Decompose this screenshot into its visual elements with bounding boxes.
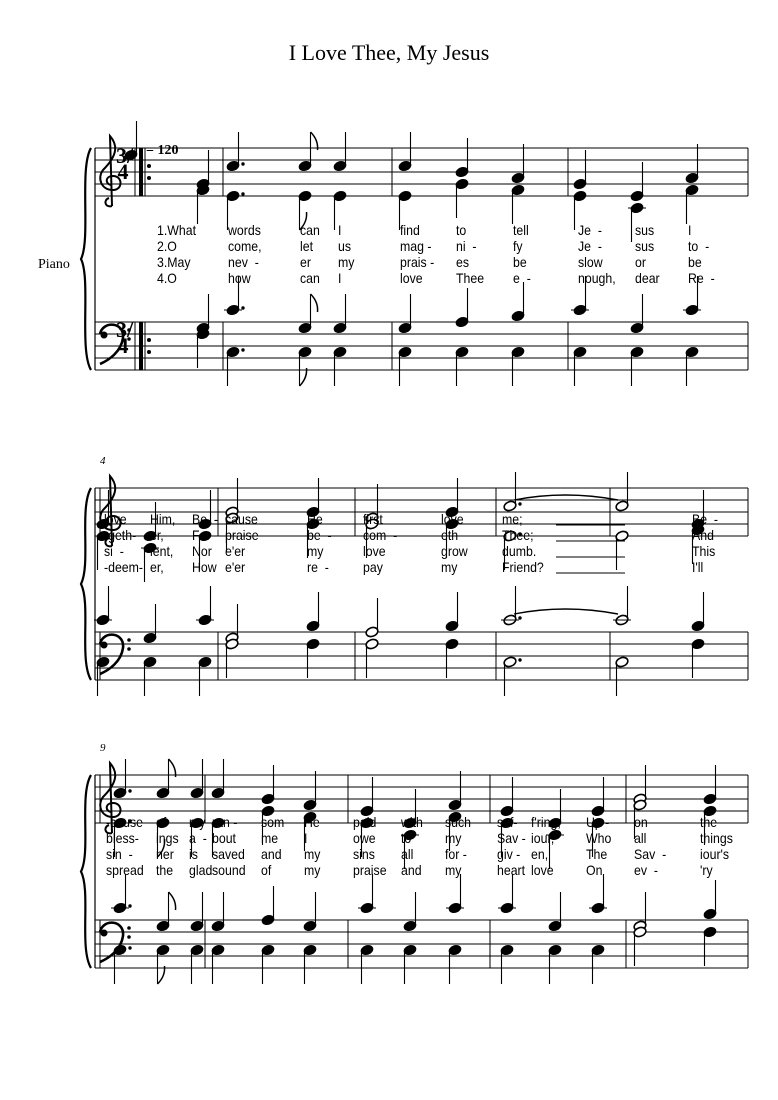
lyric-syllable: Who: [586, 830, 612, 846]
lyric-syllable: 1.What: [157, 222, 197, 238]
lyric-syllable: ings: [156, 830, 179, 846]
lyric-syllable: e'er: [225, 559, 246, 575]
lyric-syllable: bless-: [106, 830, 139, 846]
lyric-syllable: I: [304, 830, 308, 846]
lyric-syllable: sus: [635, 222, 655, 238]
measure-number: 9: [100, 742, 106, 754]
lyric-syllable: 3.May: [157, 254, 191, 270]
lyric-syllable: 2.O: [157, 238, 177, 254]
lyric-syllable: my: [441, 559, 458, 575]
lyric-syllable: 4.O: [157, 270, 177, 286]
lyric-syllable: a -: [189, 830, 207, 846]
repeat-dot: [147, 338, 151, 342]
lyric-syllable: love: [531, 862, 554, 878]
lyric-syllable: cause: [225, 511, 258, 527]
bass-clef-icon: [101, 332, 108, 339]
lyric-syllable: find: [400, 222, 420, 238]
lyric-syllable: or: [635, 254, 646, 270]
score-title: I Love Thee, My Jesus: [288, 40, 490, 65]
bass-clef-icon: [101, 642, 108, 649]
lyric-syllable: love: [104, 511, 127, 527]
bass-clef-icon: [101, 930, 108, 937]
lyric-syllable: of: [156, 814, 167, 830]
lyric-syllable: to: [401, 830, 412, 846]
lyric-syllable: to: [456, 222, 467, 238]
lyric-syllable: sin -: [106, 846, 133, 862]
lyric-syllable: all: [634, 830, 647, 846]
note-flag: [300, 368, 307, 386]
note-flag: [169, 759, 176, 777]
lyric-syllable: The: [586, 846, 608, 862]
tie: [514, 495, 618, 500]
augmentation-dot: [518, 502, 521, 505]
lyric-syllable: es: [456, 254, 470, 270]
lyric-syllable: words: [228, 222, 261, 238]
lyric-syllable: glad: [189, 862, 213, 878]
lyric-syllable: saved: [212, 846, 245, 862]
lyric-syllable: eth: [441, 527, 459, 543]
lyric-syllable: be: [513, 254, 527, 270]
lyric-syllable: -deem-: [104, 559, 144, 575]
lyric-syllable: Be -: [692, 511, 719, 527]
augmentation-dot: [518, 658, 521, 661]
lyric-syllable: grow: [441, 543, 468, 559]
lyric-syllable: er,: [150, 559, 164, 575]
repeat-dot: [147, 350, 151, 354]
lyric-syllable: This: [692, 543, 716, 559]
brace: [81, 488, 91, 680]
lyric-syllable: and: [401, 862, 422, 878]
lyric-syllable: en,: [531, 846, 549, 862]
augmentation-dot: [241, 192, 244, 195]
lyric-syllable: me;: [502, 511, 523, 527]
lyric-syllable: ran -: [212, 814, 238, 830]
repeat-barline: [139, 322, 143, 370]
lyric-syllable: iour,: [531, 830, 555, 846]
lyric-syllable: my: [189, 814, 206, 830]
lyric-syllable: how: [228, 270, 251, 286]
lyric-syllable: I'll: [692, 559, 704, 575]
lyric-syllable: e -: [513, 270, 531, 286]
lyric-syllable: tell: [513, 222, 529, 238]
lyric-syllable: lent,: [150, 543, 174, 559]
lyric-syllable: love: [400, 270, 423, 286]
repeat-barline: [139, 148, 143, 196]
lyric-syllable: Thee: [456, 270, 485, 286]
lyric-syllable: of: [261, 862, 272, 878]
lyric-syllable: Thee;: [502, 527, 534, 543]
tie: [514, 609, 618, 614]
treble-time-signature: 3/4: [116, 143, 134, 184]
measure-number: 4: [100, 455, 106, 467]
bass-clef-icon: [127, 638, 131, 642]
lyric-syllable: How: [192, 559, 217, 575]
augmentation-dot: [128, 946, 131, 949]
repeat-dot: [147, 176, 151, 180]
lyric-syllable: slow: [578, 254, 603, 270]
lyric-syllable: with: [401, 814, 423, 830]
lyric-syllable: Him,: [150, 511, 176, 527]
lyric-syllable: And: [692, 527, 714, 543]
lyric-syllable: som: [261, 814, 285, 830]
lyric-syllable: Friend?: [502, 559, 544, 575]
lyric-syllable: re -: [307, 559, 329, 575]
augmentation-dot: [518, 616, 521, 619]
lyric-syllable: come,: [228, 238, 262, 254]
lyric-syllable: 'ry: [700, 862, 713, 878]
augmentation-dot: [128, 904, 131, 907]
lyric-syllable: Sav -: [497, 830, 526, 846]
brace: [81, 148, 91, 370]
lyric-syllable: prais -: [400, 254, 435, 270]
lyric-syllable: Re -: [688, 270, 715, 286]
lyric-syllable: sound: [212, 862, 246, 878]
lyric-syllable: er: [300, 254, 311, 270]
lyric-syllable: For: [192, 527, 211, 543]
lyric-syllable: e'er: [225, 543, 246, 559]
lyric-syllable: my: [304, 846, 321, 862]
lyric-syllable: my: [338, 254, 355, 270]
lyric-syllable: spread: [106, 862, 144, 878]
lyric-syllable: first: [363, 511, 383, 527]
lyric-syllable: can: [300, 270, 320, 286]
lyric-syllable: all: [401, 846, 414, 862]
lyric-syllable: suf-: [497, 814, 518, 830]
lyric-syllable: things: [700, 830, 733, 846]
repeat-dot: [147, 164, 151, 168]
instrument-label: Piano: [38, 257, 70, 272]
lyric-syllable: f'ring,: [531, 814, 561, 830]
lyric-syllable: nev -: [228, 254, 259, 270]
note-flag: [311, 132, 318, 150]
lyric-syllable: me: [261, 830, 279, 846]
lyric-syllable: love: [441, 511, 464, 527]
augmentation-dot: [241, 162, 244, 165]
lyric-syllable: ner: [156, 846, 174, 862]
lyric-syllable: my: [307, 543, 324, 559]
lyric-syllable: owe: [353, 830, 376, 846]
lyric-syllable: be: [688, 254, 702, 270]
lyric-syllable: sins: [353, 846, 375, 862]
lyric-syllable: dumb.: [502, 543, 537, 559]
bass-time-signature: 3/4: [116, 317, 134, 358]
lyric-syllable: my: [304, 862, 321, 878]
lyric-syllable: is: [189, 846, 198, 862]
lyric-syllable: us: [338, 238, 352, 254]
lyric-syllable: the: [700, 814, 718, 830]
lyric-syllable: let: [300, 238, 314, 254]
lyric-syllable: sus: [635, 238, 655, 254]
augmentation-dot: [241, 348, 244, 351]
lyric-syllable: Up -: [586, 814, 610, 830]
lyric-syllable: er,: [150, 527, 164, 543]
lyric-syllable: my: [445, 862, 462, 878]
lyric-syllable: si -: [104, 543, 124, 559]
lyric-syllable: He: [304, 814, 320, 830]
lyric-syllable: be -: [307, 527, 332, 543]
lyric-syllable: heart: [497, 862, 526, 878]
lyric-syllable: ev -: [634, 862, 658, 878]
lyric-syllable: the: [156, 862, 174, 878]
bass-clef-icon: [127, 935, 131, 939]
lyric-syllable: Be -: [192, 511, 219, 527]
lyric-syllable: on: [634, 814, 648, 830]
tempo-marking: = 120: [146, 143, 179, 158]
lyric-syllable: ni -: [456, 238, 477, 254]
lyric-syllable: fy: [513, 238, 523, 254]
lyric-syllable: such: [445, 814, 472, 830]
lyric-syllable: bout: [212, 830, 236, 846]
lyric-syllable: pay: [363, 559, 383, 575]
bass-clef-icon: [127, 926, 131, 930]
augmentation-dot: [241, 306, 244, 309]
lyric-syllable: Nor: [192, 543, 212, 559]
lyric-syllable: I: [338, 222, 342, 238]
lyric-syllable: Sav -: [634, 846, 667, 862]
lyric-syllable: I: [688, 222, 692, 238]
brace: [81, 775, 91, 968]
lyric-syllable: love: [363, 543, 386, 559]
lyric-syllable: praise: [225, 527, 259, 543]
lyric-syllable: Je -: [578, 238, 602, 254]
lyric-syllable: He: [307, 511, 323, 527]
lyric-syllable: -cause: [106, 814, 143, 830]
lyric-syllable: com -: [363, 527, 398, 543]
note-flag: [169, 892, 176, 910]
note-flag: [158, 966, 165, 984]
bass-clef-icon: [127, 647, 131, 651]
lyric-syllable: paid: [353, 814, 377, 830]
lyric-syllable: nough,: [578, 270, 616, 286]
lyric-syllable: to -: [688, 238, 710, 254]
lyric-syllable: mag -: [400, 238, 432, 254]
lyric-syllable: my: [445, 830, 462, 846]
lyric-syllable: giv -: [497, 846, 521, 862]
lyric-syllable: can: [300, 222, 320, 238]
note-flag: [311, 294, 318, 312]
lyric-syllable: On: [586, 862, 603, 878]
augmentation-dot: [128, 789, 131, 792]
lyric-syllable: iour's: [700, 846, 730, 862]
lyric-syllable: and: [261, 846, 282, 862]
lyric-syllable: dear: [635, 270, 660, 286]
lyric-syllable: Je -: [578, 222, 602, 238]
lyric-syllable: praise: [353, 862, 387, 878]
lyric-syllable: -geth-: [104, 527, 137, 543]
lyric-syllable: for -: [445, 846, 467, 862]
lyric-syllable: I: [338, 270, 342, 286]
